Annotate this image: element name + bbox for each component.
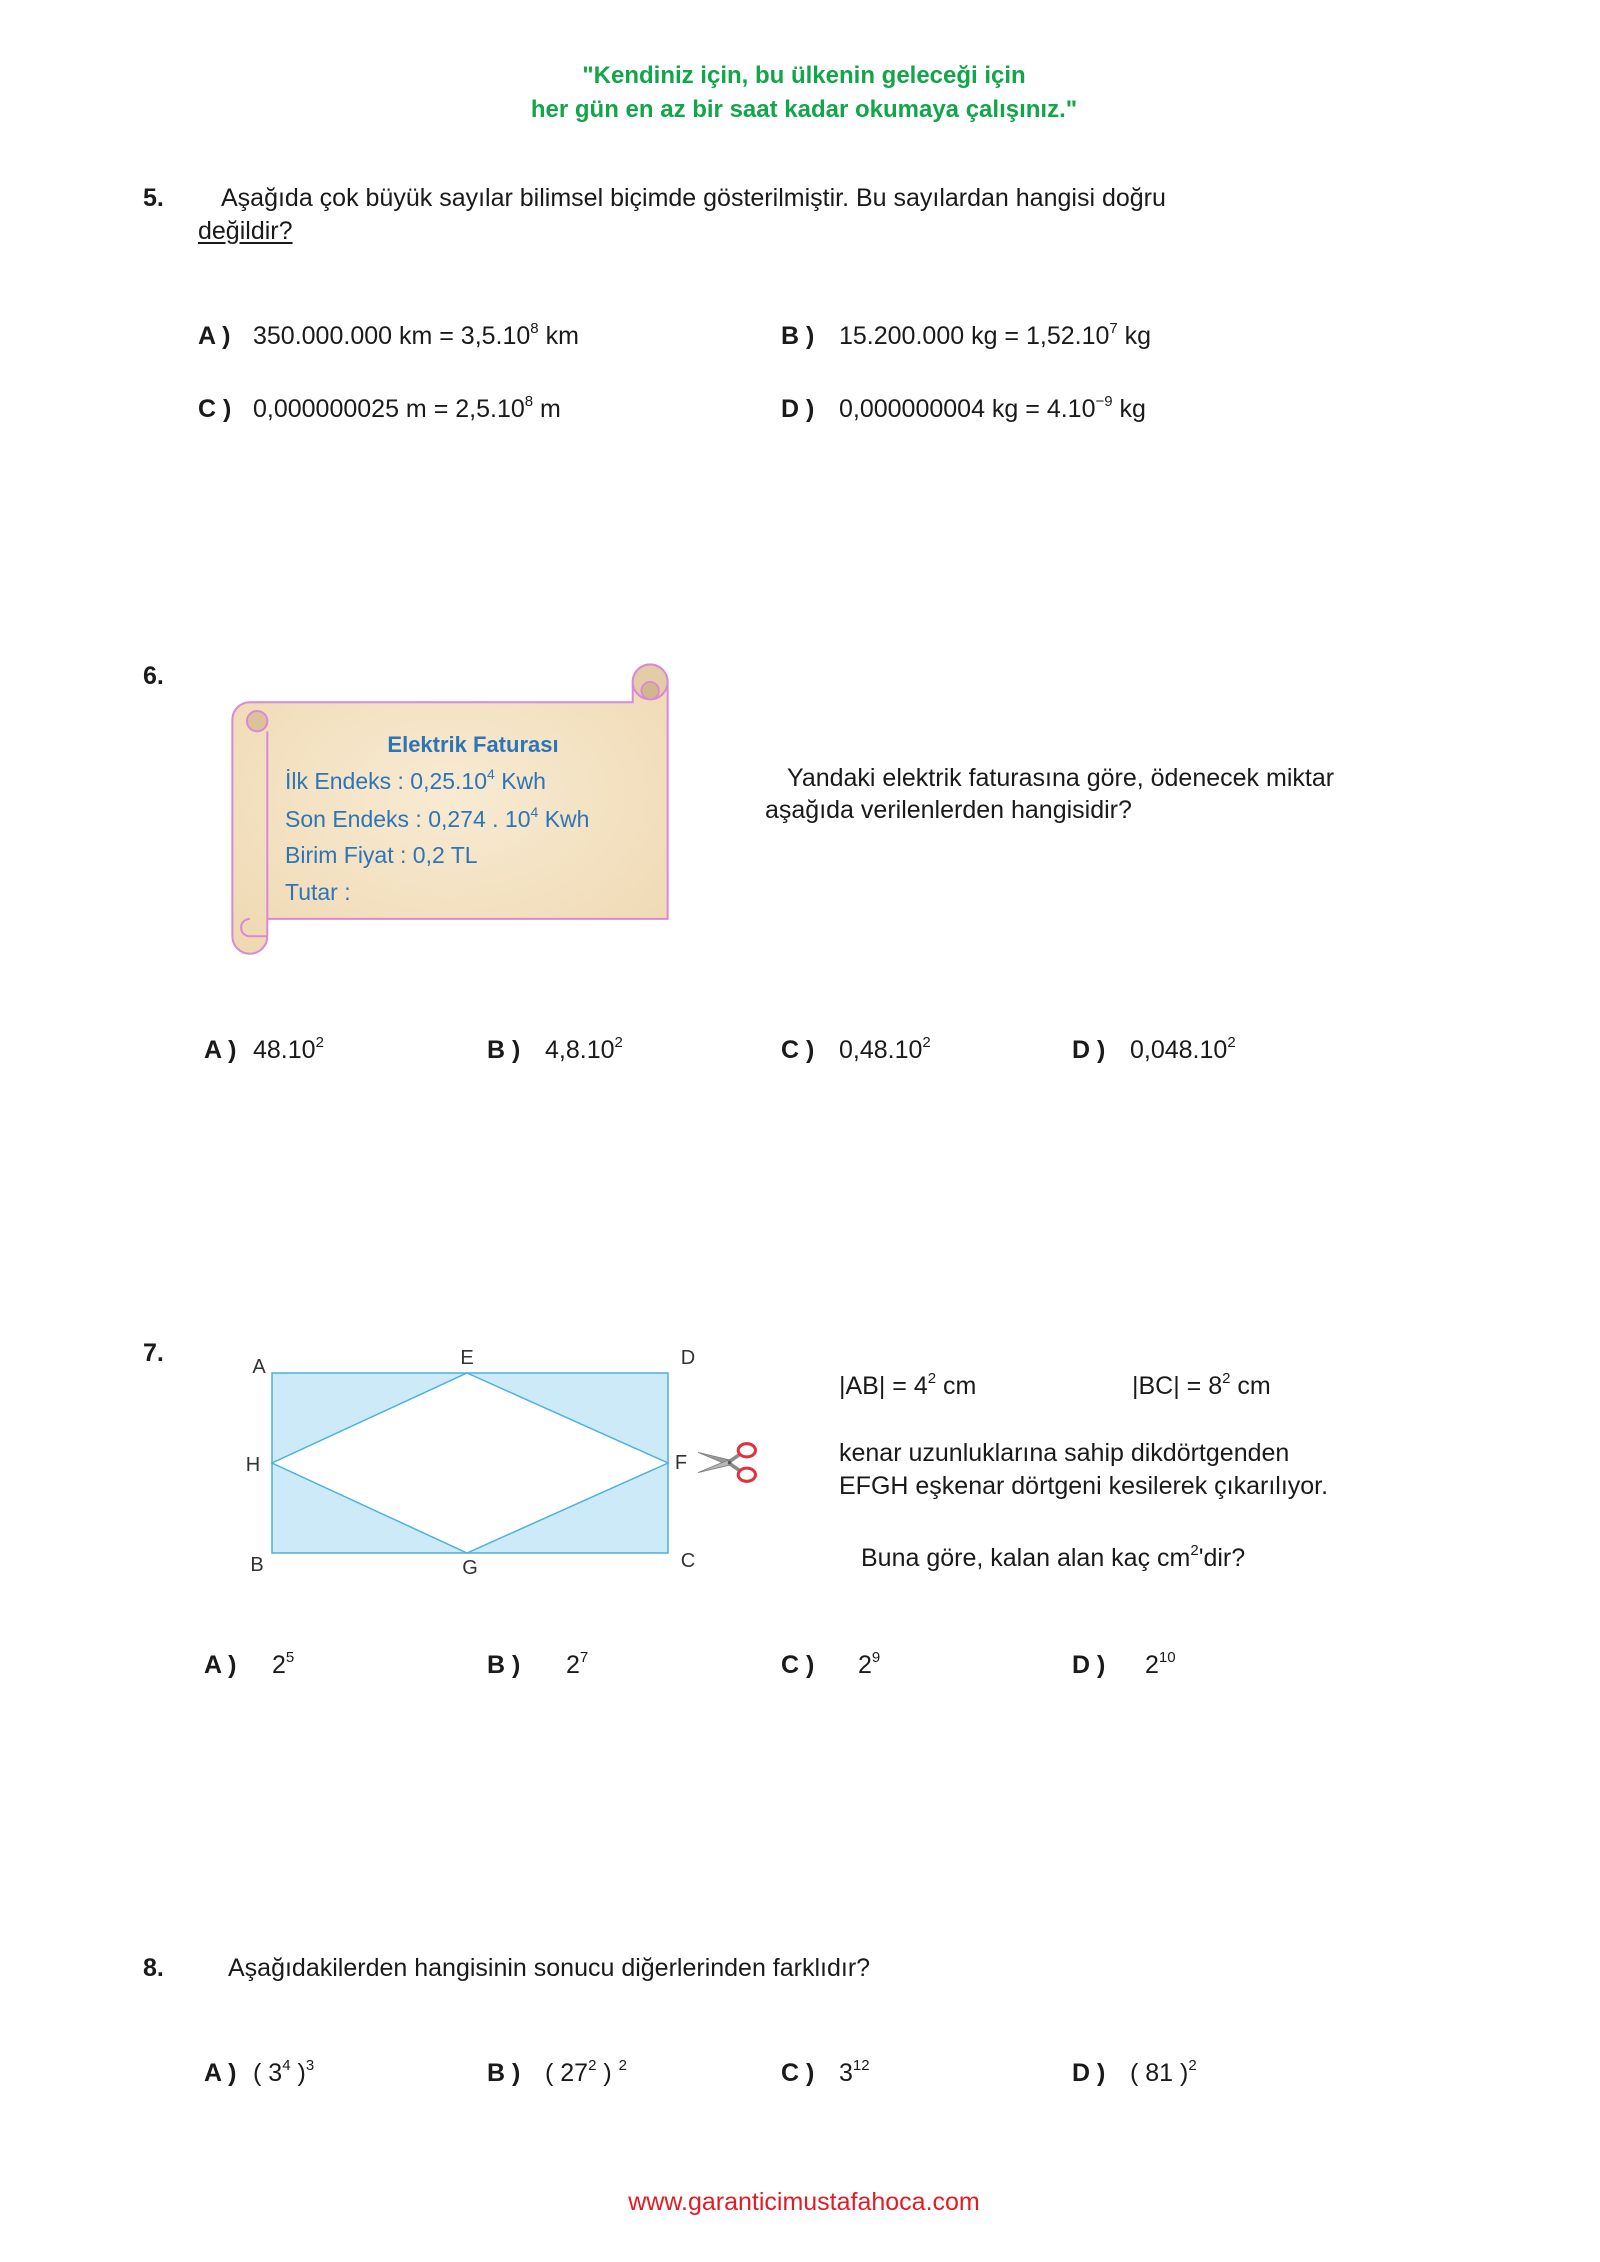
vertex-label-d: D — [680, 1347, 696, 1369]
q7-option-a-label: A ) — [204, 1651, 237, 1679]
q7-option-b-label: B ) — [487, 1651, 521, 1679]
footer-website: www.garanticimustafahoca.com — [628, 2188, 980, 2216]
q5-option-a-label: A ) — [198, 322, 231, 350]
question-8-stem: Aşağıdakilerden hangisinin sonucu diğerlerinden farklıdır? — [228, 1954, 871, 1982]
scissors-icon — [697, 1437, 758, 1488]
option-text: ) — [290, 2059, 306, 2087]
option-exponent: 2 — [614, 1034, 623, 1051]
question-6-number: 6. — [143, 662, 164, 690]
question-exponent: 2 — [1190, 1542, 1199, 1559]
given-text: |BC| = 8 — [1132, 1372, 1223, 1400]
q5-option-c-value — [253, 394, 561, 424]
q6-option-c-label: C ) — [781, 1036, 815, 1064]
q8-option-b-label: B ) — [487, 2059, 521, 2087]
option-unit: kg — [1112, 395, 1146, 423]
q8-option-c-value — [839, 2058, 870, 2088]
q6-option-b-value — [545, 1035, 623, 1065]
option-exponent: 2 — [315, 1034, 324, 1051]
question-7-number: 7. — [143, 1339, 164, 1367]
given-text: |AB| = 4 — [839, 1372, 928, 1400]
vertex-label-b: B — [250, 1554, 264, 1576]
bill-line-total: Tutar : — [285, 879, 351, 905]
option-text: 15.200.000 kg = 1,52.10 — [839, 322, 1110, 350]
q7-option-d-value — [1145, 1650, 1176, 1680]
bill-line-unit: Kwh — [494, 768, 546, 794]
vertex-label-h: H — [245, 1454, 261, 1476]
option-exponent: −9 — [1095, 393, 1113, 410]
bill-line-last-index — [285, 804, 589, 834]
option-text: ( 27 — [545, 2059, 589, 2087]
option-unit: m — [533, 395, 561, 423]
option-exponent: 3 — [305, 2057, 315, 2074]
option-text: ( 3 — [253, 2059, 283, 2087]
option-text: 4,8.10 — [545, 1036, 615, 1064]
question-suffix: 'dir? — [1198, 1544, 1246, 1572]
vertex-label-c: C — [680, 1550, 696, 1572]
option-base: 2 — [1145, 1651, 1159, 1679]
scroll-top-left-curl — [247, 711, 267, 731]
bill-line-text: Son Endeks : 0,274 . 10 — [285, 806, 531, 832]
question-5-stem-emphasis: değildir? — [198, 217, 293, 245]
q6-option-b-label: B ) — [487, 1036, 521, 1064]
q5-option-c-label: C ) — [198, 395, 232, 423]
option-exponent: 9 — [871, 1649, 881, 1666]
vertex-label-e: E — [460, 1347, 474, 1369]
option-text: 350.000.000 km = 3,5.10 — [253, 322, 531, 350]
quote-line-2: her gün en az bir saat kadar okumaya çalışınız." — [530, 96, 1078, 123]
given-unit: cm — [1230, 1372, 1271, 1400]
given-exponent: 2 — [1222, 1370, 1231, 1387]
q8-option-a-label: A ) — [204, 2059, 237, 2087]
question-7-stem-line-1: kenar uzunluklarına sahip dikdörtgenden — [839, 1439, 1290, 1467]
q5-option-b-value — [839, 321, 1151, 351]
q6-option-c-value — [839, 1035, 931, 1065]
bill-line-unit: Kwh — [538, 806, 590, 832]
bill-line-text: İlk Endeks : 0,25.10 — [285, 768, 488, 794]
question-7-stem-line-2: EFGH eşkenar dörtgeni kesilerek çıkarılıyor. — [839, 1472, 1329, 1500]
option-text: 0,048.10 — [1130, 1036, 1228, 1064]
option-exponent: 4 — [282, 2057, 291, 2074]
q5-option-d-value — [839, 394, 1146, 424]
q8-option-c-label: C ) — [781, 2059, 815, 2087]
given-bc-length — [1132, 1371, 1271, 1401]
option-exponent: 2 — [922, 1034, 931, 1051]
q5-option-b-label: B ) — [781, 322, 815, 350]
question-5-number: 5. — [143, 184, 164, 212]
q6-option-d-value — [1130, 1035, 1236, 1065]
option-text: 0,000000025 m = 2,5.10 — [253, 395, 525, 423]
scroll-top-right-curl-inner — [641, 682, 658, 699]
q6-option-a-value — [253, 1035, 324, 1065]
question-5-stem: Aşağıda çok büyük sayılar bilimsel biçimde gösterilmiştir. Bu sayılardan hangisi doğru — [221, 184, 1166, 212]
option-text: ) — [596, 2059, 619, 2087]
bill-line-exponent: 4 — [487, 766, 495, 782]
question-6-stem-line-1: Yandaki elektrik faturasına göre, ödenecek miktar — [787, 764, 1335, 792]
q7-option-d-label: D ) — [1072, 1651, 1106, 1679]
option-unit: kg — [1117, 322, 1152, 350]
given-ab-length — [839, 1371, 976, 1401]
question-text: Buna göre, kalan alan kaç cm — [861, 1544, 1191, 1572]
option-unit: km — [538, 322, 579, 350]
q7-option-b-value — [566, 1650, 588, 1680]
q5-option-a-value — [253, 321, 579, 351]
given-exponent: 2 — [927, 1370, 937, 1387]
given-unit: cm — [936, 1372, 977, 1400]
option-text: ( 81 ) — [1130, 2059, 1189, 2087]
q6-option-d-label: D ) — [1072, 1036, 1106, 1064]
option-text: 3 — [839, 2059, 853, 2087]
vertex-label-g: G — [462, 1557, 478, 1579]
q7-option-c-value — [858, 1650, 880, 1680]
question-6-stem-line-2: aşağıda verilenlerden hangisidir? — [765, 796, 1132, 824]
bill-line-unit-price: Birim Fiyat : 0,2 TL — [285, 842, 478, 868]
option-base: 2 — [858, 1651, 872, 1679]
bill-line-exponent: 4 — [530, 804, 539, 820]
option-exponent: 2 — [588, 2057, 597, 2074]
option-base: 2 — [566, 1651, 580, 1679]
option-exponent: 2 — [1227, 1034, 1236, 1051]
option-base: 2 — [272, 1651, 286, 1679]
rectangle-rhombus-diagram — [240, 1340, 710, 1585]
option-text: 0,48.10 — [839, 1036, 923, 1064]
bill-title: Elektrik Faturası — [387, 732, 559, 757]
option-exponent: 7 — [1109, 320, 1118, 337]
option-exponent: 2 — [618, 2057, 627, 2074]
option-exponent: 5 — [285, 1649, 295, 1666]
bill-line-first-index — [285, 766, 546, 796]
option-exponent: 10 — [1158, 1649, 1176, 1666]
option-exponent: 8 — [530, 320, 539, 337]
vertex-label-f: F — [674, 1452, 688, 1474]
q8-option-d-label: D ) — [1072, 2059, 1106, 2087]
option-exponent: 12 — [852, 2057, 870, 2074]
option-exponent: 8 — [524, 393, 534, 410]
option-exponent: 2 — [1188, 2057, 1197, 2074]
vertex-label-a: A — [252, 1356, 266, 1378]
q5-option-d-label: D ) — [781, 395, 815, 423]
option-text: 48.10 — [253, 1036, 316, 1064]
q7-option-a-value — [272, 1650, 294, 1680]
q7-option-c-label: C ) — [781, 1651, 815, 1679]
q6-option-a-label: A ) — [204, 1036, 237, 1064]
q8-option-b-value — [545, 2058, 627, 2088]
q8-option-a-value — [253, 2058, 314, 2088]
q8-option-d-value — [1130, 2058, 1197, 2088]
option-text: 0,000000004 kg = 4.10 — [839, 395, 1096, 423]
quote-line-1: "Kendiniz için, bu ülkenin geleceği için — [582, 62, 1026, 89]
question-7-question — [861, 1543, 1245, 1573]
option-exponent: 7 — [579, 1649, 589, 1666]
question-8-number: 8. — [143, 1954, 164, 1982]
